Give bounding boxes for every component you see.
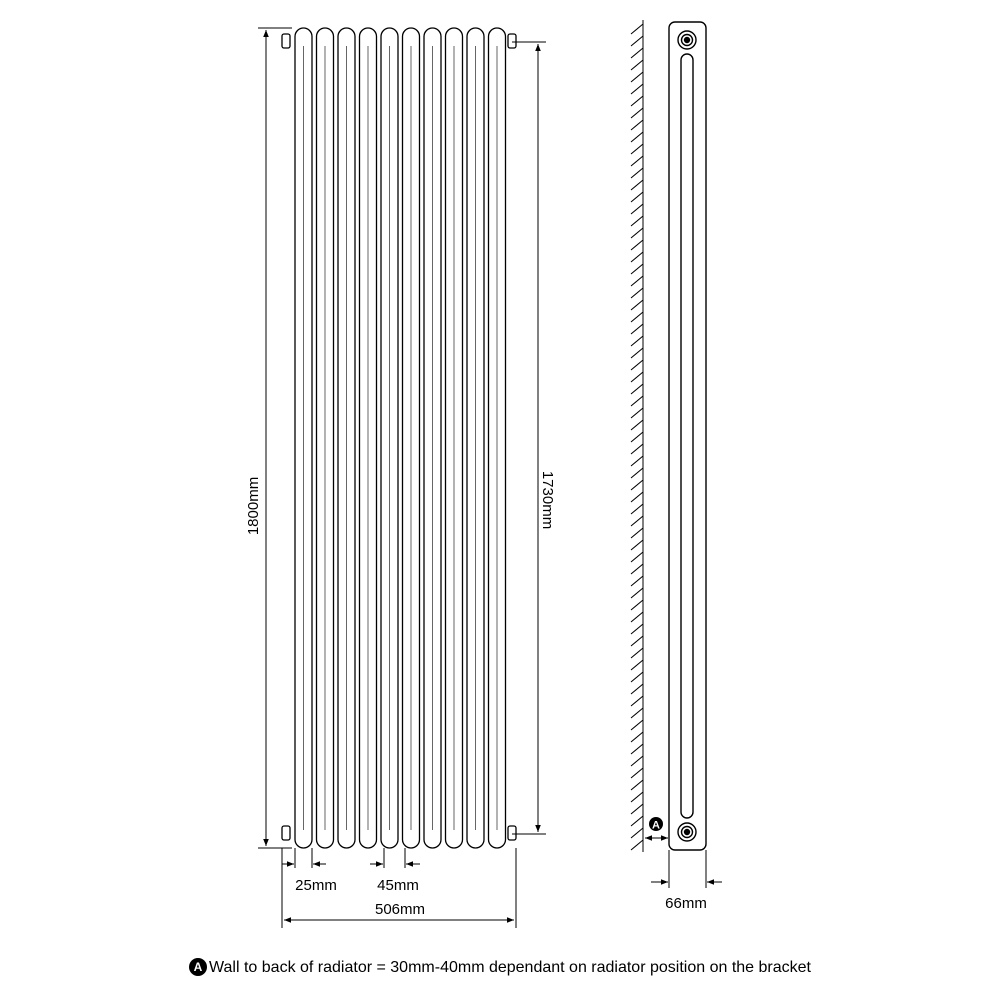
total-width-label: 506mm [374,901,426,918]
radiator-column [446,28,463,848]
radiator-column [489,28,506,848]
dimension-total-height [258,28,292,848]
column-width-label: 25mm [295,877,337,894]
wall-hatching [631,20,643,852]
wall-gap-marker-label: A [652,819,660,832]
radiator-column [295,28,312,848]
dimension-depth [651,850,722,888]
total-height-label: 1800mm [245,476,262,536]
footnote-text: Wall to back of radiator = 30mm-40mm dependant on radiator position on the bracket [209,959,811,976]
pipe-centres-label: 1730mm [539,470,556,530]
footnote-marker-badge: A [189,958,207,976]
depth-label: 66mm [665,895,707,912]
dimension-column-width [282,848,326,868]
footnote [0,957,1000,979]
radiator-side-profile [669,22,706,850]
wall-gap-marker [645,817,668,838]
dimension-column-pitch [370,848,420,868]
front-view [282,28,516,848]
radiator-column [403,28,420,848]
column-pitch-label: 45mm [377,877,419,894]
radiator-column [317,28,334,848]
radiator-column [338,28,355,848]
side-view [631,20,722,912]
dimension-pipe-centres [512,42,546,834]
radiator-columns [295,28,506,848]
radiator-column [467,28,484,848]
radiator-column [360,28,377,848]
radiator-column [424,28,441,848]
radiator-column [381,28,398,848]
